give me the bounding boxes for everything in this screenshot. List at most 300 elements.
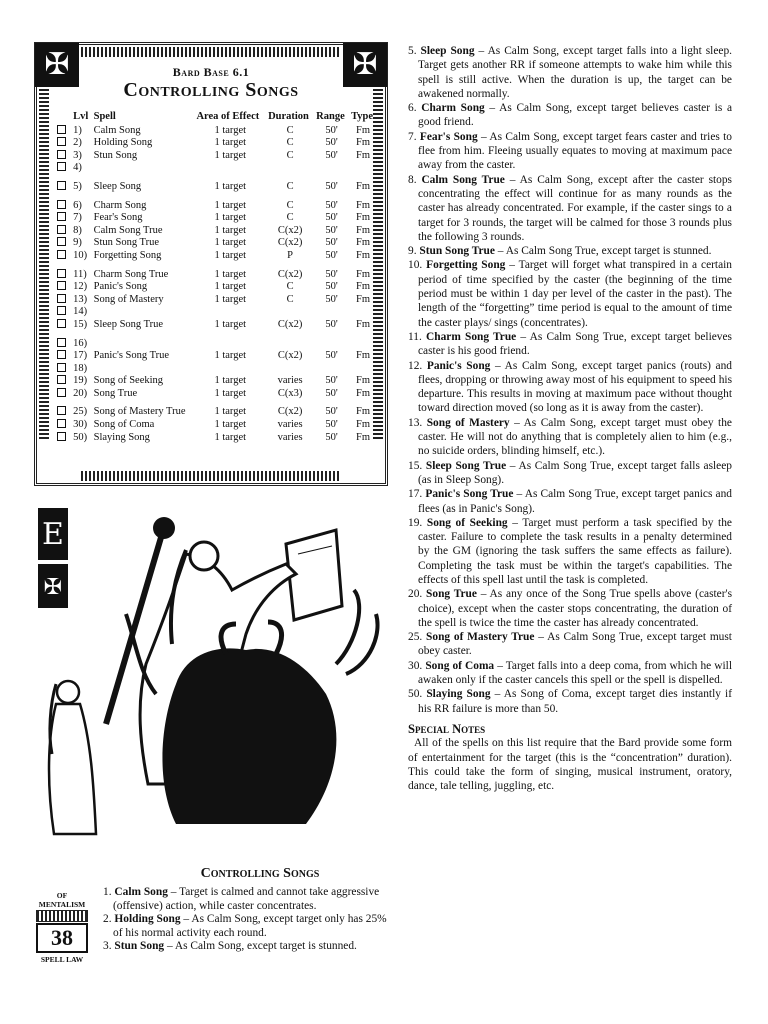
spell-text: – As Calm Song, except target believes caster is a good friend.: [418, 102, 732, 129]
spell-cell: Slaying Song: [93, 431, 150, 443]
checkbox-icon[interactable]: [55, 250, 71, 263]
spell-text: – As Calm Song, except target panics (routs) and flees, dropping or throwing away most of his equipment to speed his departure. This results in moving at maximum pace without thought toward direction moved (so long as it is away from the caster).: [418, 359, 732, 415]
page-badge: [36, 892, 88, 964]
type-cell: Fm: [356, 268, 371, 280]
range-cell: [314, 338, 349, 351]
spell-text: – As Calm Song, except target falls into a light sleep. Target gets another RR if someone attempts to wake him while this spell is still active. When the duration is up, the target can be awakened normally.: [418, 45, 732, 100]
list-item: [408, 587, 732, 630]
list-kicker: Bard Base 6.1: [172, 65, 250, 79]
spell-text: – As Calm Song True, except target panics and flees (as in Panic's Song).: [418, 488, 732, 515]
entry-number: 25.: [408, 631, 423, 644]
notes-title: Special Notes: [408, 721, 486, 736]
aoe-cell: 1 target: [214, 224, 247, 236]
duration-cell: C(x2): [277, 224, 303, 236]
spell-name: Song of Mastery True: [426, 631, 535, 644]
type-cell: Fm: [356, 293, 371, 305]
spell-descriptions-right: [408, 44, 732, 793]
list-item: [408, 101, 732, 130]
checkbox-icon[interactable]: [55, 281, 71, 294]
aoe-cell: 1 target: [214, 406, 247, 418]
entry-number: 20.: [408, 588, 423, 601]
spell-name: Song True: [426, 588, 477, 601]
table-row: [55, 137, 377, 150]
checkbox-icon[interactable]: [55, 225, 71, 238]
table-row: [55, 225, 377, 238]
entry-number: 30.: [408, 659, 423, 672]
type-cell: Fm: [356, 318, 371, 330]
duration-cell: C: [286, 199, 294, 211]
type-cell: Fm: [356, 281, 371, 293]
range-cell: 50': [325, 431, 338, 443]
checkbox-icon[interactable]: [57, 350, 66, 359]
spell-cell: Stun Song True: [93, 237, 159, 249]
range-cell: 50': [325, 350, 338, 362]
range-cell: 50': [325, 137, 338, 149]
table-row: [55, 200, 377, 213]
checkbox-icon[interactable]: [55, 338, 71, 351]
knot-ornament-icon: [36, 910, 88, 922]
badge-realm: MENTALISM: [38, 900, 86, 909]
duration-cell: varies: [277, 431, 303, 443]
list-item: [408, 459, 732, 488]
spell-description-list: [408, 44, 732, 716]
table-row: [55, 338, 377, 351]
spell-name: Song of Seeking: [426, 516, 508, 529]
spell-name: Calm Song: [114, 886, 168, 898]
type-cell: Fm: [356, 375, 371, 387]
checkbox-icon[interactable]: [57, 150, 66, 159]
spell-name: Stun Song True: [419, 245, 495, 258]
checkbox-icon[interactable]: [55, 181, 71, 194]
spell-text: – Target will forget what transpired in a certain period of time specified by the caster (the beginning of the time period must be within 1 day per level of the caster in the past). The length of the “forgetting” time period is equal to the amount of time the caster plays/ sings (concentrates).: [418, 259, 732, 329]
duration-cell: C(x2): [277, 237, 303, 249]
spell-cell: Calm Song: [93, 124, 141, 136]
range-cell: 50': [325, 212, 338, 224]
spell-text: – As Calm Song, except target is stunned.: [164, 940, 357, 953]
range-cell: 50': [325, 124, 338, 136]
checkbox-icon[interactable]: [57, 162, 66, 171]
spell-name: Sleep Song True: [425, 459, 507, 472]
table-row: [55, 363, 377, 376]
spell-name: Panic's Song True: [425, 488, 514, 501]
aoe-cell: 1 target: [214, 199, 247, 211]
spell-name: Song of Mastery: [426, 416, 510, 429]
spell-cell: Sleep Song True: [93, 318, 164, 330]
list-item: [103, 913, 395, 940]
type-cell: Fm: [356, 406, 371, 418]
svg-text:✠: ✠: [43, 575, 63, 600]
aoe-cell: 1 target: [214, 149, 247, 161]
spell-cell: Sleep Song: [93, 180, 142, 192]
table-row: [55, 281, 377, 294]
duration-cell: [266, 338, 314, 351]
checkbox-icon[interactable]: [57, 281, 66, 290]
lvl-cell: 9): [73, 237, 82, 249]
spell-text: – As Calm Song, except target must obey the caster. He will not do anything that is completely alien to him (e.g., no suicide orders, blinding himself, etc.).: [418, 416, 732, 458]
checkbox-icon[interactable]: [55, 363, 71, 376]
entry-number: 9.: [408, 245, 417, 258]
spell-name: Holding Song: [114, 913, 181, 926]
entry-number: 8.: [408, 173, 417, 186]
lvl-cell: 14): [73, 306, 88, 318]
col-spell: Spell: [93, 111, 116, 122]
spell-cell: Song True: [93, 387, 138, 399]
frame-border-left: [39, 89, 49, 439]
spell-cell: [92, 306, 195, 319]
type-cell: Fm: [356, 124, 371, 136]
table-row: [55, 319, 377, 332]
col-duration: Duration: [268, 111, 309, 122]
checkbox-icon[interactable]: [55, 200, 71, 213]
checkbox-icon[interactable]: [57, 137, 66, 146]
checkbox-icon[interactable]: [55, 212, 71, 225]
lvl-cell: 16): [73, 337, 88, 349]
duration-cell: [266, 306, 314, 319]
lvl-cell: 19): [73, 375, 88, 387]
col-range: Range: [316, 111, 345, 122]
spell-text: – Target is calmed and cannot take aggressive (offensive) action, while caster concentrates.: [113, 886, 380, 912]
spell-text: – As Calm Song True, except target must obey caster.: [418, 631, 732, 658]
aoe-cell: 1 target: [214, 249, 247, 261]
lvl-cell: 2): [73, 137, 82, 149]
lvl-cell: 50): [73, 431, 88, 443]
type-cell: Fm: [356, 224, 371, 236]
checkbox-icon[interactable]: [57, 181, 66, 190]
frame-border-bottom: [81, 471, 341, 481]
lvl-cell: 8): [73, 224, 82, 236]
checkbox-icon[interactable]: [57, 363, 66, 372]
checkbox-icon[interactable]: [55, 350, 71, 363]
spell-text: – As Calm Song True, except target falls asleep (as in Sleep Song).: [418, 459, 732, 486]
duration-cell: C(x2): [277, 268, 303, 280]
type-cell: Fm: [356, 419, 371, 431]
spell-cell: Forgetting Song: [93, 249, 162, 261]
range-cell: 50': [325, 249, 338, 261]
checkbox-icon[interactable]: [57, 212, 66, 221]
checkbox-icon[interactable]: [57, 432, 66, 441]
checkbox-icon[interactable]: [57, 237, 66, 246]
range-cell: 50': [325, 237, 338, 249]
range-cell: 50': [325, 293, 338, 305]
entry-number: 19.: [408, 516, 423, 529]
aoe-cell: 1 target: [214, 137, 247, 149]
spell-text: – As Song of Coma, except target dies instantly if his RR failure is more than 50.: [418, 688, 732, 715]
checkbox-icon[interactable]: [55, 137, 71, 150]
spell-table: [55, 111, 377, 444]
list-item: [408, 330, 732, 359]
type-cell: Fm: [356, 137, 371, 149]
duration-cell: varies: [277, 419, 303, 431]
checkbox-icon[interactable]: [57, 269, 66, 278]
lvl-cell: 15): [73, 318, 88, 330]
checkbox-icon[interactable]: [57, 375, 66, 384]
spell-text: – As Calm Song, except after the caster stops concentrating the effect will continue for as many rounds as the caster has already concentrated. For example, if the caster sings to a target for 3 rounds, the target will be calmed for those 3 rounds plus the following 3 rounds.: [418, 173, 732, 243]
spell-name: Sleep Song: [420, 45, 475, 57]
list-item: [408, 516, 732, 587]
checkbox-icon[interactable]: [55, 388, 71, 401]
table-row: [55, 294, 377, 307]
checkbox-icon[interactable]: [57, 225, 66, 234]
svg-text:E: E: [42, 517, 64, 552]
checkbox-icon[interactable]: [57, 388, 66, 397]
checkbox-icon[interactable]: [55, 125, 71, 138]
aoe-cell: 1 target: [214, 212, 247, 224]
duration-cell: P: [287, 249, 294, 261]
range-cell: 50': [325, 318, 338, 330]
aoe-cell: 1 target: [214, 124, 247, 136]
spell-cell: Calm Song True: [93, 224, 163, 236]
entry-number: 2.: [103, 913, 112, 926]
type-cell: Fm: [356, 149, 371, 161]
aoe-cell: 1 target: [214, 318, 247, 330]
table-row: [55, 419, 377, 432]
checkbox-icon[interactable]: [57, 419, 66, 428]
checkbox-icon[interactable]: [55, 306, 71, 319]
aoe-cell: 1 target: [214, 431, 247, 443]
spell-text: – Target must perform a task specified by the caster. Failure to complete the task results in a penalty determined by the GM (ignoring the task suffers the same effects as failure). Completing the task must be within the target's capabilities. The effects of this spell last until the task is completed.: [418, 516, 732, 586]
spell-text: – As Calm Song True, except target is stunned.: [494, 245, 712, 258]
duration-cell: C: [286, 293, 294, 305]
type-cell: Fm: [356, 199, 371, 211]
lvl-cell: 17): [73, 350, 88, 362]
checkbox-icon[interactable]: [55, 269, 71, 282]
table-row: [55, 269, 377, 282]
lvl-cell: 6): [73, 199, 82, 211]
frame-border-top: [81, 47, 341, 57]
spell-name: Panic's Song: [426, 359, 491, 372]
entry-number: 1.: [103, 886, 112, 898]
spell-name: Stun Song: [114, 940, 165, 953]
range-cell: 50': [325, 387, 338, 399]
spell-cell: Charm Song True: [93, 268, 169, 280]
range-cell: 50': [325, 419, 338, 431]
entry-number: 50.: [408, 688, 423, 701]
spell-name: Fear's Song: [419, 130, 478, 143]
checkbox-icon[interactable]: [55, 150, 71, 163]
range-cell: 50': [325, 149, 338, 161]
list-item: [408, 258, 732, 329]
spell-text: – Target falls into a deep coma, from which he will awaken only if the caster cancels this spell or the spell is dispelled.: [418, 659, 732, 687]
lvl-cell: 18): [73, 362, 88, 374]
lvl-cell: 10): [73, 249, 88, 261]
type-cell: Fm: [356, 387, 371, 399]
table-row: [55, 162, 377, 175]
col-lvl: Lvl: [73, 111, 89, 122]
entry-number: 12.: [408, 359, 423, 372]
list-item: [408, 130, 732, 173]
table-row: [55, 237, 377, 250]
entry-number: 7.: [408, 130, 417, 143]
entry-number: 15.: [408, 459, 423, 472]
duration-cell: C(x2): [277, 318, 303, 330]
checkbox-icon[interactable]: [55, 237, 71, 250]
aoe-cell: [194, 306, 266, 319]
checkbox-icon[interactable]: [57, 306, 66, 315]
type-cell: [349, 306, 377, 319]
duration-cell: C(x2): [277, 350, 303, 362]
spell-name: Calm Song True: [421, 173, 505, 186]
type-cell: Fm: [356, 212, 371, 224]
checkbox-icon[interactable]: [57, 406, 66, 415]
list-item: [408, 173, 732, 244]
badge-book: SPELL LAW: [40, 955, 84, 964]
range-cell: [314, 162, 349, 175]
col-aoe: Area of Effect: [196, 111, 260, 122]
spell-cell: Song of Mastery True: [93, 406, 186, 418]
spell-text: – As any once of the Song True spells above (caster's choice), except when the caster stops concentrating, the duration of the spell is twice the time the caster has already concentrated.: [418, 588, 732, 629]
range-cell: [314, 306, 349, 319]
range-cell: 50': [325, 406, 338, 418]
table-row: [55, 250, 377, 263]
bard-illustration: [36, 494, 392, 846]
range-cell: 50': [325, 180, 338, 192]
checkbox-icon[interactable]: [57, 250, 66, 259]
table-row: [55, 432, 377, 445]
aoe-cell: 1 target: [214, 375, 247, 387]
list-item: [408, 244, 732, 258]
notes-text: All of the spells on this list require that the Bard provide some form of entertainment for the target (this is the “concentration” duration). This could take the form of singing, musical instrument, oratory, dance, tale telling, juggling, etc.: [408, 737, 732, 793]
lvl-cell: 5): [73, 180, 82, 192]
checkbox-icon[interactable]: [55, 162, 71, 175]
spell-name: Slaying Song: [426, 688, 491, 701]
list-item: [408, 659, 732, 688]
type-cell: Fm: [356, 249, 371, 261]
lvl-cell: 3): [73, 149, 82, 161]
duration-cell: [266, 162, 314, 175]
type-cell: [349, 162, 377, 175]
duration-cell: C: [286, 212, 294, 224]
table-row: [55, 150, 377, 163]
duration-cell: C: [286, 149, 294, 161]
checkbox-icon[interactable]: [55, 406, 71, 419]
duration-cell: C: [286, 281, 294, 293]
spell-table-frame: [34, 42, 388, 486]
checkbox-icon[interactable]: [55, 294, 71, 307]
table-row: [55, 406, 377, 419]
entry-number: 5.: [408, 45, 417, 57]
table-row: [55, 181, 377, 194]
entry-number: 17.: [408, 488, 423, 501]
section-title: Controlling Songs: [200, 866, 320, 881]
spell-cell: Panic's Song True: [93, 350, 170, 362]
list-item: [103, 940, 395, 954]
spell-cell: Song of Mastery: [93, 293, 164, 305]
spell-cell: [92, 162, 195, 175]
lvl-cell: 1): [73, 124, 82, 136]
range-cell: 50': [325, 375, 338, 387]
range-cell: 50': [325, 281, 338, 293]
aoe-cell: 1 target: [214, 180, 247, 192]
spell-cell: Song of Seeking: [93, 375, 164, 387]
checkbox-icon[interactable]: [57, 125, 66, 134]
spell-table-header: [55, 111, 377, 125]
lvl-cell: 4): [73, 162, 82, 174]
type-cell: Fm: [356, 180, 371, 192]
spell-descriptions-left: [103, 886, 395, 954]
table-row: [55, 350, 377, 363]
lvl-cell: 30): [73, 419, 88, 431]
type-cell: Fm: [356, 237, 371, 249]
spell-text: – As Calm Song, except target fears caster and tries to flee from him. Fleeing usually equates to moving at maximum pace away from the caster.: [418, 130, 732, 172]
lvl-cell: 20): [73, 387, 88, 399]
checkbox-icon[interactable]: [57, 200, 66, 209]
aoe-cell: 1 target: [214, 281, 247, 293]
duration-cell: varies: [277, 375, 303, 387]
table-row: [55, 212, 377, 225]
duration-cell: C: [286, 137, 294, 149]
checkbox-icon[interactable]: [57, 319, 66, 328]
checkbox-icon[interactable]: [55, 375, 71, 388]
aoe-cell: 1 target: [214, 387, 247, 399]
checkbox-icon[interactable]: [55, 419, 71, 432]
table-row: [55, 375, 377, 388]
table-row: [55, 388, 377, 401]
lvl-cell: 12): [73, 281, 88, 293]
duration-cell: C: [286, 180, 294, 192]
type-cell: [349, 338, 377, 351]
spell-cell: Panic's Song: [93, 281, 148, 293]
checkbox-icon[interactable]: [55, 432, 71, 445]
spell-text: – As Calm Song, except target only has 25% of his normal activity each round.: [113, 913, 387, 939]
table-row: [55, 125, 377, 138]
spell-cell: Song of Coma: [93, 419, 155, 431]
entry-number: 10.: [408, 259, 423, 272]
duration-cell: [266, 363, 314, 376]
entry-number: 6.: [408, 102, 417, 115]
checkbox-icon[interactable]: [55, 319, 71, 332]
list-item: [408, 359, 732, 416]
type-cell: Fm: [356, 431, 371, 443]
table-row: [55, 306, 377, 319]
lvl-cell: 7): [73, 212, 82, 224]
aoe-cell: 1 target: [214, 237, 247, 249]
range-cell: 50': [325, 224, 338, 236]
duration-cell: C: [286, 124, 294, 136]
aoe-cell: 1 target: [214, 419, 247, 431]
entry-number: 3.: [103, 940, 112, 953]
spell-name: Charm Song True: [426, 330, 517, 343]
type-cell: [349, 363, 377, 376]
spell-cell: Fear's Song: [93, 212, 143, 224]
range-cell: 50': [325, 268, 338, 280]
spell-rows: [55, 125, 377, 445]
aoe-cell: 1 target: [214, 268, 247, 280]
range-cell: 50': [325, 199, 338, 211]
spell-cell: Stun Song: [93, 149, 138, 161]
spell-cell: [92, 363, 195, 376]
aoe-cell: 1 target: [214, 350, 247, 362]
spell-name: Song of Coma: [425, 659, 495, 672]
spell-cell: Holding Song: [93, 137, 153, 149]
page-number: 38: [36, 923, 88, 953]
lvl-cell: 13): [73, 293, 88, 305]
aoe-cell: [194, 363, 266, 376]
aoe-cell: [194, 338, 266, 351]
badge-of: OF: [56, 891, 68, 900]
col-type: Type: [351, 111, 374, 122]
checkbox-icon[interactable]: [57, 294, 66, 303]
list-item: [408, 687, 732, 716]
list-item: [408, 630, 732, 659]
list-item: [408, 44, 732, 101]
aoe-cell: [194, 162, 266, 175]
spell-text: – As Calm Song True, except target believes caster is his good friend.: [418, 330, 732, 358]
entry-number: 11.: [408, 330, 422, 343]
checkbox-icon[interactable]: [57, 338, 66, 347]
entry-number: 13.: [408, 416, 423, 429]
list-item: [408, 416, 732, 459]
list-item: [103, 886, 395, 913]
